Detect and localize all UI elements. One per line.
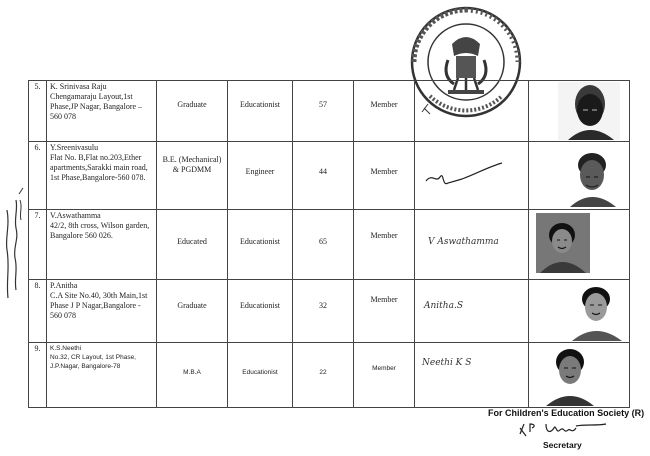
member-signature: V Aswathamma bbox=[428, 237, 499, 247]
qualification-cell: B.E. (Mechanical) & PGDMM bbox=[157, 142, 228, 210]
secretary-title: Secretary bbox=[543, 440, 582, 450]
photo-cell bbox=[529, 280, 630, 343]
position-cell: Member bbox=[354, 343, 415, 408]
signature-cell bbox=[415, 343, 529, 408]
serial-number: 6. bbox=[29, 142, 47, 210]
member-address: No.32, CR Layout, 1st Phase, J.P.Nagar, Bangalore-78 bbox=[50, 354, 136, 370]
member-photo bbox=[532, 281, 626, 341]
name-address-cell bbox=[47, 343, 157, 408]
occupation-cell: Educationist bbox=[228, 81, 293, 142]
occupation-cell: Engineer bbox=[228, 142, 293, 210]
signature-cell bbox=[415, 210, 529, 280]
age-cell: 57 bbox=[293, 81, 354, 142]
table-row bbox=[29, 210, 630, 280]
qualification-cell: Educated bbox=[157, 210, 228, 280]
qualification-cell: Graduate bbox=[157, 280, 228, 343]
name-address-cell bbox=[47, 81, 157, 142]
signature-image bbox=[418, 143, 518, 203]
age-cell: 44 bbox=[293, 142, 354, 210]
member-photo bbox=[532, 82, 626, 140]
position-cell: Member bbox=[354, 280, 415, 343]
name-address-cell bbox=[47, 210, 157, 280]
photo-cell bbox=[529, 142, 630, 210]
name-address-cell bbox=[47, 142, 157, 210]
serial-number: 8. bbox=[29, 280, 47, 343]
photo-cell bbox=[529, 210, 630, 280]
member-address: C.A Site No.40, 30th Main,1st Phase J P Nagar,Bangalore - 560 078 bbox=[50, 291, 148, 320]
age-cell: 65 bbox=[293, 210, 354, 280]
member-name: Y.Sreenivasulu bbox=[50, 143, 99, 152]
position-cell: Member bbox=[354, 81, 415, 142]
member-photo bbox=[532, 143, 626, 207]
member-signature: Neethi K S bbox=[422, 358, 472, 368]
member-name: K.S.Neethi bbox=[50, 345, 82, 352]
member-address: Flat No. B,Flat no.203,Ether apartments,Sarakki main road, 1st Phase,Bangalore-560 078. bbox=[50, 153, 148, 182]
occupation-cell: Educationist bbox=[228, 343, 293, 408]
member-address: 42/2, 8th cross, Wilson garden, Bangalore 560 026. bbox=[50, 221, 150, 240]
signature-cell bbox=[415, 81, 529, 142]
age-cell: 32 bbox=[293, 280, 354, 343]
signature-cell bbox=[415, 280, 529, 343]
photo-cell bbox=[529, 343, 630, 408]
members-table bbox=[28, 80, 630, 408]
position-cell: Member bbox=[354, 142, 415, 210]
member-name: K. Srinivasa Raju bbox=[50, 82, 107, 91]
signature-image bbox=[418, 82, 518, 132]
name-address-cell bbox=[47, 280, 157, 343]
serial-number: 7. bbox=[29, 210, 47, 280]
serial-number: 9. bbox=[29, 343, 47, 408]
qualification-cell: Graduate bbox=[157, 81, 228, 142]
signature-cell bbox=[415, 142, 529, 210]
organization-name: For Children's Education Society (R) bbox=[488, 408, 645, 418]
position-cell: Member bbox=[354, 210, 415, 280]
table-row bbox=[29, 142, 630, 210]
member-photo bbox=[532, 211, 626, 277]
age-cell: 22 bbox=[293, 343, 354, 408]
member-signature: Anitha.S bbox=[424, 301, 463, 311]
member-address: Chengamaraju Layout,1st Phase,JP Nagar, Bangalore – 560 078 bbox=[50, 92, 143, 121]
photo-cell bbox=[529, 81, 630, 142]
member-photo bbox=[532, 344, 626, 406]
side-handwritten-note bbox=[2, 150, 24, 300]
serial-number: 5. bbox=[29, 81, 47, 142]
qualification-cell: M.B.A bbox=[157, 343, 228, 408]
table-row bbox=[29, 343, 630, 408]
member-name: P.Anitha bbox=[50, 281, 78, 290]
occupation-cell: Educationist bbox=[228, 210, 293, 280]
table-row bbox=[29, 81, 630, 142]
table-row bbox=[29, 280, 630, 343]
member-name: V.Aswathamma bbox=[50, 211, 101, 220]
occupation-cell: Educationist bbox=[228, 280, 293, 343]
